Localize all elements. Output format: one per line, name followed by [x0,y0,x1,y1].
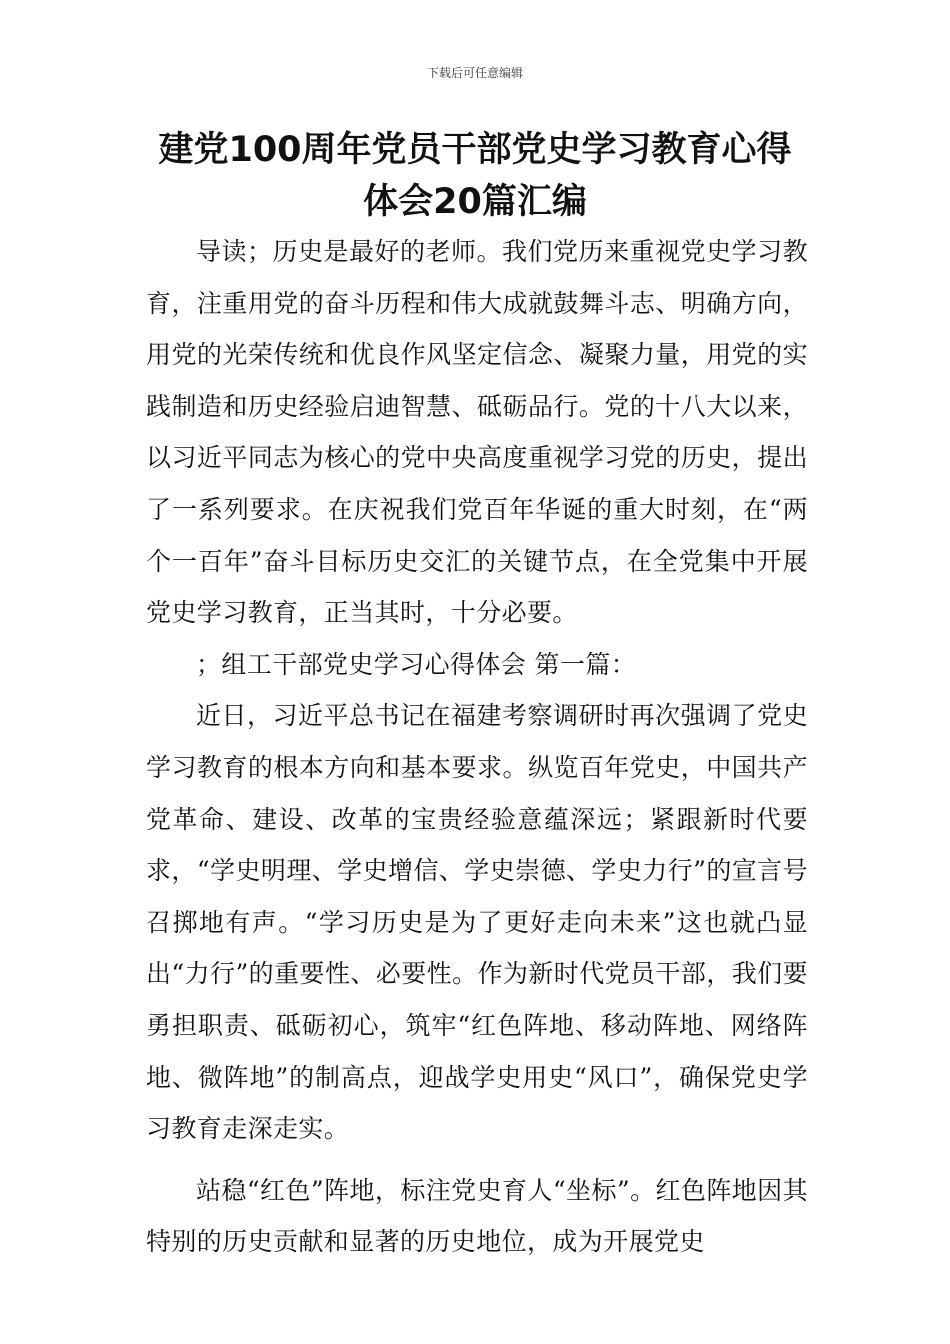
header-note: 下载后可任意编辑 [426,66,523,80]
title-line-1: 建党100周年党员干部党史学习教育心得 [158,130,792,170]
intro-paragraph: 导读；历史是最好的老师。我们党历来重视党史学习教育，注重用党的奋斗历程和伟大成就鼓舞斗志、明确方向，用党的光荣传统和优良作风坚定信念、凝聚力量，用党的实践制造和历史经验启迪智慧、砥砺品行。党的十八大以来，以习近平同志为核心的党中央高度重视学习党的历史，提出了一系列要求。在庆祝我们党百年华诞的重大时刻，在“两个一百年”奋斗目标历史交汇的关键节点，在全党集中开展党史学习教育，正当其时，十分必要。 [146,237,808,628]
document-title [140,124,810,228]
section-heading: ；组工干部党史学习心得体会 第一篇： [196,649,637,679]
document-body [146,226,808,1268]
title-line-2: 体会20篇汇编 [363,182,587,222]
body-paragraph: 近日，习近平总书记在福建考察调研时再次强调了党史学习教育的根本方向和基本要求。纵览百年党史，中国共产党革命、建设、改革的宝贵经验意蕴深远；紧跟新时代要求，“学史明理、学史增信、学史崇德、学史力行”的宣言号召掷地有声。“学习历史是为了更好走向未来”这也就凸显出“力行”的重要性、必要性。作为新时代党员干部，我们要勇担职责、砥砺初心，筑牢“红色阵地、移动阵地、网络阵地、微阵地”的制高点，迎战学史用史“风口”，确保党史学习教育走深走实。 [146,701,808,1144]
body-paragraph: 站稳“红色”阵地，标注党史育人“坐标”。红色阵地因其特别的历史贡献和显著的历史地位，成为开展党史 [146,1175,808,1257]
